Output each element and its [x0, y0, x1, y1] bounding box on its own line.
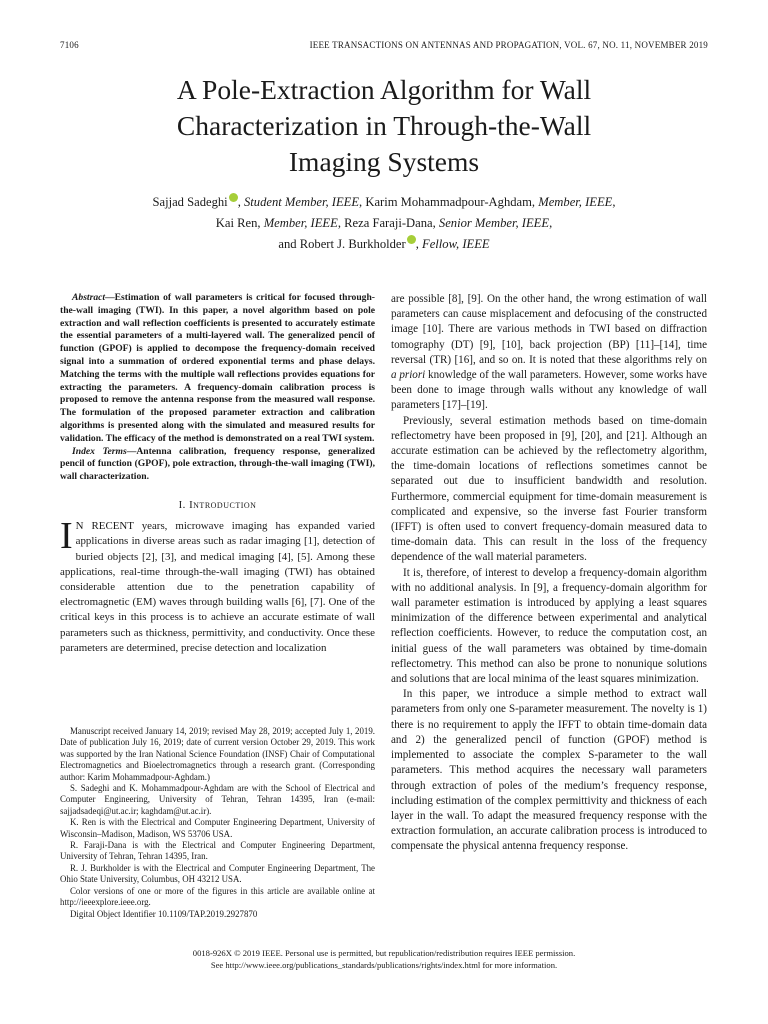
section-heading: [60, 498, 375, 513]
copyright-line[interactable]: See http://www.ieee.org/publications_standards/publications/rights/index.html for more information.: [210, 960, 558, 970]
author-role: Member, IEEE: [263, 216, 338, 230]
index-terms-label: Index Terms: [72, 445, 127, 457]
section-number: I.: [178, 498, 186, 511]
author-name: Sajjad Sadeghi: [152, 195, 228, 209]
author-role: Student Member, IEEE: [243, 195, 360, 209]
author-line: and Robert J. Burkholder , Fellow, IEEE: [278, 237, 490, 251]
author-role: Senior Member, IEEE: [438, 216, 550, 230]
author-line: Sajjad Sadeghi , Student Member, IEEE, Karim Mohammadpour-Aghdam, Member, IEEE,: [152, 195, 616, 209]
body-text: are possible [8], [9]. On the other hand, the wrong estimation of wall parameters can cause misplacement and defocusing of the constructed image [10]. There are various methods in TWI based on diffraction tomography (DT) [9], [10], back projection (BP) [11]–[14], time reversal (TR) [16], and so on. It is noted that these algorithms rely on: [391, 293, 707, 366]
body-paragraph: Previously, several estimation methods based on time-domain reflectometry have been proposed in [9], [20], and [21]. Although an accurate estimation can be achieved by the reflectometry algorithm, the time-domain locations of reflections sometimes cannot be separated out due to insufficient bandwidth and resolution. Furthermore, commercial equipment for time-domain measurement is complicated and expensive, so the inverse fast Fourier transform (IFFT) is often used to convert frequency-domain measured data to time-domain data. This can result in the loss of the frequency dependence of the wall material parameters.: [391, 414, 707, 564]
footnote: K. Ren is with the Electrical and Computer Engineering Department, University of Wisconsin–Madison, Madison, WS 53706 USA.: [60, 817, 375, 839]
intro-body: [60, 515, 375, 656]
author-name: Kai Ren: [215, 216, 258, 230]
author-name: Karim Mohammadpour-Aghdam: [365, 195, 532, 209]
intro-lead: N RECENT: [75, 520, 134, 533]
title-line: Characterization in Through-the-Wall: [176, 110, 592, 141]
footnote: R. J. Burkholder is with the Electrical and Computer Engineering Department, The Ohio State University, Columbus, OH 43212 USA.: [60, 862, 375, 885]
abstract-label: Abstract: [72, 292, 106, 303]
abstract-text: Estimation of wall parameters is critical for focused through-the-wall imaging (TWI). In this paper, a novel algorithm based on pole extraction and wall reflection coefficients is presented to accurately estimate the essential parameters of a multi-layered wall. The generalized pencil of function (GPOF) is applied to decompose the frequency-domain received signal into a summation of ordered exponential terms and phase delays. Matching the terms with the multiple wall reflections provides equations for extracting the parameters. A frequency-domain calibration process is proposed to remove the antenna response from the measured wall response. The formulation of the proposed parameter extraction and calibration algorithms is presented along with the simulated and measured results for validation. The efficacy of the method is demonstrated on a real TWI system.: [60, 292, 375, 444]
author-line: Kai Ren, Member, IEEE, Reza Faraji-Dana, Senior Member, IEEE,: [215, 216, 553, 230]
orcid-icon[interactable]: [229, 193, 238, 202]
index-terms-text: Antenna calibration, frequency response, generalized pencil of function (GPOF), pole extraction, through-the-wall imaging (TWI), wall characterization.: [60, 445, 375, 483]
body-paragraph: It is, therefore, of interest to develop a frequency-domain algorithm with no additional analysis. In [9], a frequency-domain algorithm for wall parameter estimation is introduced by applying a least squares minimization of the difference between experimental and analytical reflection coefficients. However, to reduce the computation cost, an initial guess of the wall parameters was obtained by time-domain reflectometry. This method can also be prone to nonunique solutions and solutions that are local minima of the least squares minimization.: [391, 566, 707, 686]
body-text: knowledge of the wall parameters. However, some works have been done to image through walls without any knowledge of wall parameters [17]–[19].: [391, 369, 707, 412]
journal-header: IEEE TRANSACTIONS ON ANTENNAS AND PROPAGATION, VOL. 67, NO. 11, NOVEMBER 2019: [309, 40, 708, 50]
title-line: A Pole-Extraction Algorithm for Wall: [176, 74, 592, 105]
left-column: [60, 292, 375, 656]
footnote: Color versions of one or more of the figures in this article are available online at http://ieeexplore.ieee.org.: [60, 885, 375, 908]
copyright-notice: [60, 947, 708, 971]
footnote: R. Faraji-Dana is with the Electrical and Computer Engineering Department, University of Tehran, Tehran 14395, Iran.: [60, 840, 375, 862]
author-role: Fellow, IEEE: [422, 237, 490, 251]
drop-cap: I: [60, 515, 73, 558]
author-role: Member, IEEE: [538, 195, 613, 209]
copyright-line: 0018-926X © 2019 IEEE. Personal use is permitted, but republication/redistribution requires IEEE permission.: [192, 948, 576, 958]
body-paragraph: In this paper, we introduce a simple method to extract wall parameters from only one S-parameter measurement. The novelty is 1) there is no requirement to apply the IFFT to obtain time-domain data and 2) the generalized pencil of function (GPOF) method is implemented to associate the complex S-parameter to the wall parameters. This method acquires the necessary wall parameters through extraction of poles of the medium’s frequency response, including estimation of the complex permittivity and thickness of each layer in the wall. To adapt the measured frequency response with the extraction formulation, an accurate calibration process is introduced to compensate the physical antenna frequency response.: [391, 688, 707, 853]
footnotes: [60, 726, 375, 920]
orcid-icon[interactable]: [407, 235, 416, 244]
author-name: and Robert J. Burkholder: [278, 237, 406, 251]
footnote: Manuscript received January 14, 2019; revised May 28, 2019; accepted July 1, 2019. Date of publication July 16, 2019; date of current version October 29, 2019. This work was supported by the Iran National Science Foundation (INSF) Chair of Computational Electromagnetics and Bioelectromagnetics through a research grant. (Corresponding author: Karim Mohammadpour-Aghdam.): [60, 726, 375, 782]
italic-term: a priori: [391, 369, 426, 382]
body-paragraph: [391, 292, 707, 414]
footnote: S. Sadeghi and K. Mohammadpour-Aghdam are with the School of Electrical and Computer Engineering, University of Tehran, Tehran 14395, Iran (e-mail: sajjadsadeqi@ut.ac.ir; kaghdam@ut.ac.ir).: [60, 783, 375, 816]
section-title: Introduction: [189, 498, 257, 511]
page-number: 7106: [60, 40, 79, 50]
abstract: Abstract—Estimation of wall parameters is critical for focused through-the-wall imaging (TWI). In this paper, a novel algorithm based on pole extraction and wall reflection coefficients is presented to accurately estimate the essential parameters of a multi-layered wall. The generalized pencil of function (GPOF) is applied to decompose the frequency-domain received signal into a summation of ordered exponential terms and phase delays. Matching the terms with the multiple wall reflections provides equations for extracting the parameters. A frequency-domain calibration process is proposed to remove the antenna response from the measured wall response. The formulation of the proposed parameter extraction and calibration algorithms is presented along with the simulated and measured results for validation. The efficacy of the method is demonstrated on a real TWI system. Index Terms—Antenna calibration, frequency response, generalized pencil of function (GPOF), pole extraction, through-the-wall imaging (TWI), wall characterization.: [60, 292, 375, 483]
intro-paragraph: years, microwave imaging has expanded varied applications in diverse areas such as radar imaging [1], detection of buried objects [2], [3], and medical imaging [4], [5]. Among these applications, real-time through-the-wall imaging (TWI) has obtained considerable attention due to the penetration capability of electromagnetic (EM) waves through building walls [6], [7]. One of the critical keys in this process is to achieve an accurate estimate of wall parameters such as thickness, permittivity, and conductivity. Once these parameters are determined, precise detection and localization: [60, 520, 375, 654]
footnote: Digital Object Identifier 10.1109/TAP.2019.2927870: [70, 908, 258, 919]
author-name: Reza Faraji-Dana: [344, 216, 433, 230]
title-line: Imaging Systems: [288, 146, 480, 177]
right-column: [391, 292, 707, 855]
author-list: [60, 192, 708, 255]
paper-title: [60, 72, 708, 180]
